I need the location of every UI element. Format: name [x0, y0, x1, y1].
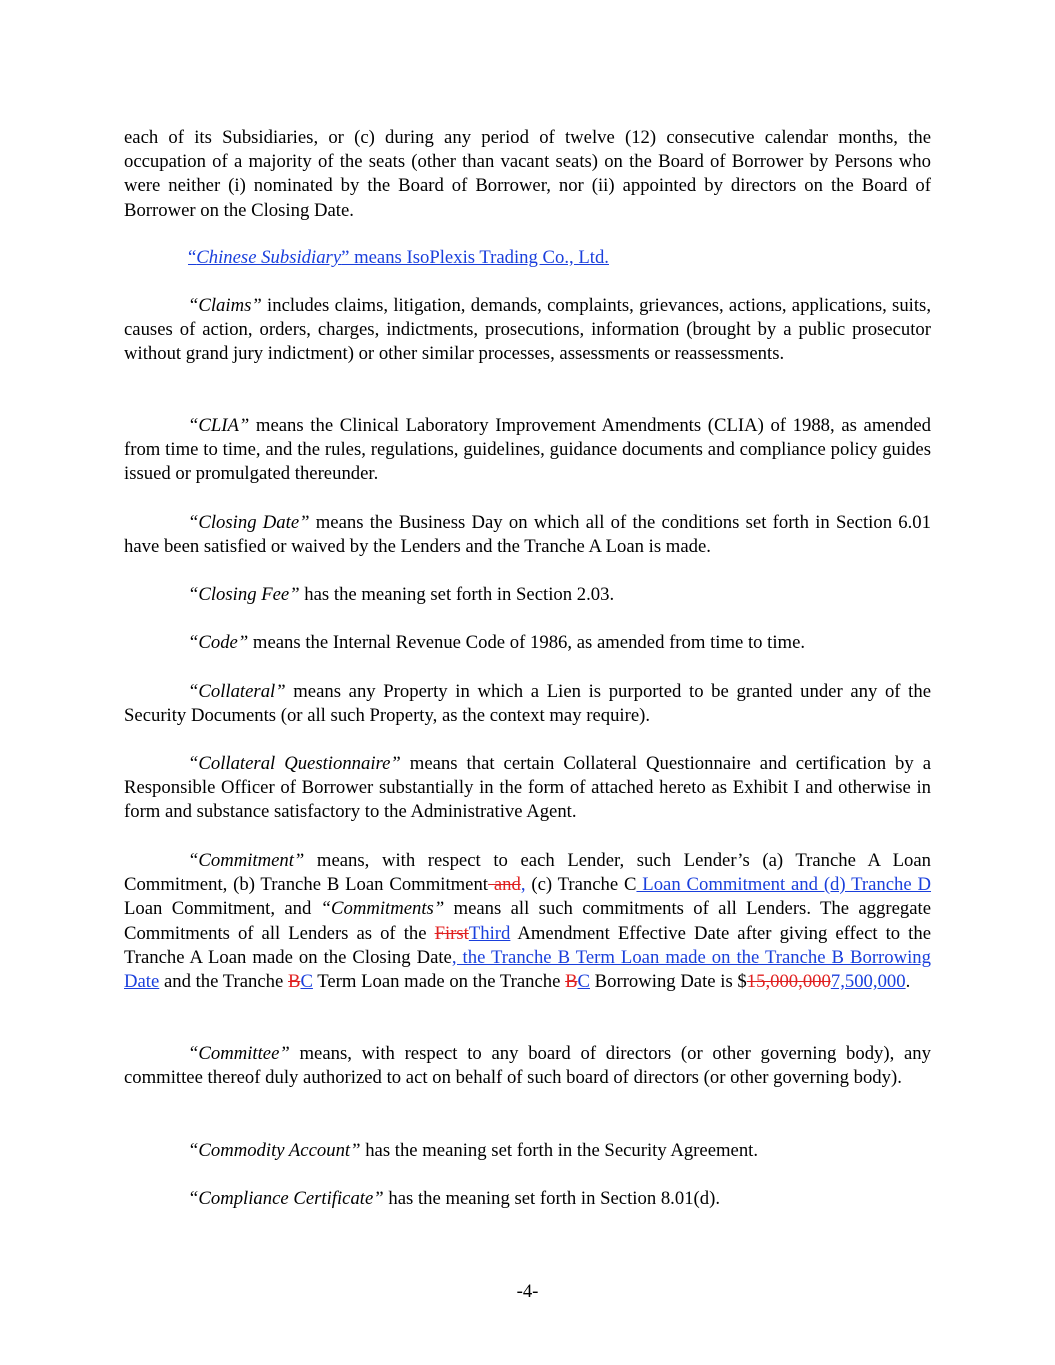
definition-clia: “CLIA” means the Clinical Laboratory Improvement Amendments (CLIA) of 1988, as amended from time to time, and the rules, regulations, guidelines, guidance documents and compliance policy guides issued or promulgated thereunder.	[124, 415, 931, 485]
inserted-text: “Chinese Subsidiary” means IsoPlexis Trading Co., Ltd.	[188, 247, 609, 268]
defined-term: “Committee”	[188, 1043, 290, 1064]
definition-code: “Code” means the Internal Revenue Code of 1986, as amended from time to time.	[188, 632, 806, 653]
definition-closing-date: “Closing Date” means the Business Day on which all of the conditions set forth in Section 6.01 have been satisfied or waived by the Lenders and the Tranche A Loan is made.	[124, 512, 931, 558]
carryover-paragraph: each of its Subsidiaries, or (c) during any period of twelve (12) consecutive calendar months, the occupation of a majority of the seats (other than vacant seats) on the Board of Borrower by Persons who were neither (i) nominated by the Board of Borrower, nor (ii) appointed by directors on the Board of Borrower on the Closing Date.	[124, 127, 931, 221]
definition-claims: “Claims” includes claims, litigation, demands, complaints, grievances, actions, applications, suits, causes of action, orders, charges, indictments, prosecutions, information (brought by a public prosecutor without grand jury indictment) or other similar processes, assessments or reassessments.	[124, 295, 931, 365]
deleted-text: B	[288, 971, 301, 993]
defined-term: “CLIA”	[188, 415, 250, 436]
inserted-text: Third	[468, 922, 511, 944]
inserted-text: , the Tranche B Term Loan made on the Tranche B Borrowing Date	[124, 946, 931, 993]
deleted-text: 15,000,000	[746, 971, 831, 993]
definition-committee: “Committee” means, with respect to any board of directors (or other governing body), any committee thereof duly authorized to act on behalf of such board of directors (or other governing body).	[124, 1043, 931, 1089]
defined-term: “Claims”	[188, 295, 262, 316]
definition-compliance-certificate: “Compliance Certificate” has the meaning set forth in Section 8.01(d).	[188, 1188, 721, 1209]
defined-term: “Commitments”	[320, 898, 445, 920]
definition-commodity-account: “Commodity Account” has the meaning set forth in the Security Agreement.	[188, 1140, 759, 1161]
deleted-text: B	[565, 971, 578, 993]
defined-term: “Code”	[188, 632, 249, 653]
definition-chinese-subsidiary	[124, 246, 931, 270]
definition-collateral-questionnaire: “Collateral Questionnaire” means that certain Collateral Questionnaire and certification by a Responsible Officer of Borrower substantially in the form of attached hereto as Exhibit I and otherwise in form and substance satisfactory to the Administrative Agent.	[124, 753, 931, 823]
defined-term: “Collateral Questionnaire”	[188, 753, 401, 774]
defined-term: “Commitment”	[188, 850, 305, 871]
defined-term: “Closing Fee”	[188, 584, 300, 605]
inserted-text: 7,500,000	[830, 971, 906, 993]
definition-closing-fee: “Closing Fee” has the meaning set forth in Section 2.03.	[188, 584, 615, 605]
definition-collateral: “Collateral” means any Property in which a Lien is purported to be granted under any of the Security Documents (or all such Property, as the context may require).	[124, 681, 931, 727]
inserted-text: Loan Commitment and (d) Tranche D	[636, 874, 932, 896]
defined-term: “Collateral”	[188, 681, 286, 702]
deleted-text: First	[434, 922, 469, 944]
inserted-text: C	[300, 971, 313, 993]
defined-term: “Compliance Certificate”	[188, 1188, 384, 1209]
definition-commitment: “Commitment” means, with respect to each Lender, such Lender’s (a) Tranche A Loan Commitment, (b) Tranche B Loan Commitment and, (c) Tranche C Loan Commitment and (d) Tranche D Loan Commitment, and “Commitments” means all such commitments of all Lenders. The aggregate Commitments of all Lenders as of the FirstThird Amendment Effective Date after giving effect to the Tranche A Loan made on the Closing Date, the Tranche B Term Loan made on the Tranche B Borrowing Date and the Tranche BC Term Loan made on the Tranche BC Borrowing Date is $15,000,0007,500,000.	[124, 850, 932, 993]
inserted-text: C	[577, 971, 590, 993]
defined-term: “Commodity Account”	[188, 1140, 361, 1161]
page-number: -4-	[516, 1281, 539, 1302]
deleted-text: and	[488, 874, 521, 896]
defined-term: “Closing Date”	[188, 512, 310, 533]
inserted-text: ,	[520, 874, 526, 896]
